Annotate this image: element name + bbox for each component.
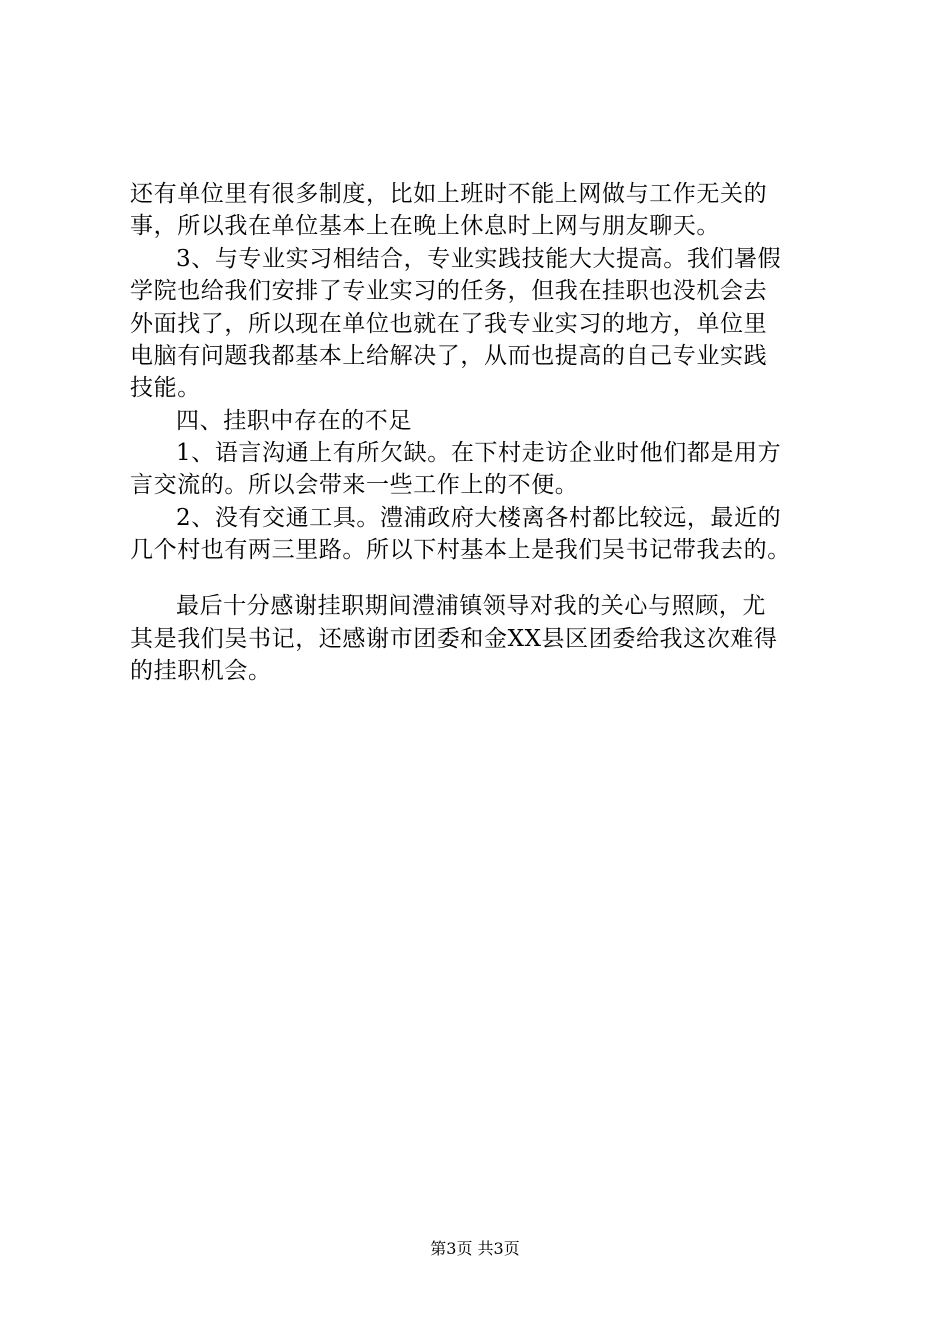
- page-footer: 第3页 共3页: [430, 1239, 520, 1258]
- text-line: 2、没有交通工具。澧浦政府大楼离各村都比较远，最近的: [176, 505, 782, 531]
- text-line: 其是我们吴书记，还感谢市团委和金XX县区团委给我这次难得: [130, 626, 778, 652]
- text-line: 3、与专业实习相结合，专业实践技能大大提高。我们暑假: [176, 246, 782, 272]
- text-line: 事，所以我在单位基本上在晚上休息时上网与朋友聊天。: [130, 213, 720, 239]
- text-line: 几个村也有两三里路。所以下村基本上是我们吴书记带我去的。: [130, 537, 791, 563]
- section-heading: 四、挂职中存在的不足: [176, 408, 412, 434]
- text-line: 的挂职机会。: [130, 658, 272, 684]
- text-line: 外面找了，所以现在单位也就在了我专业实习的地方，单位里: [130, 311, 768, 337]
- text-line: 最后十分感谢挂职期间澧浦镇领导对我的关心与照顾，尤: [176, 593, 766, 619]
- text-line: 言交流的。所以会带来一些工作上的不便。: [130, 472, 579, 498]
- text-line: 学院也给我们安排了专业实习的任务，但我在挂职也没机会去: [130, 278, 768, 304]
- text-line: 电脑有问题我都基本上给解决了，从而也提高的自己专业实践: [130, 343, 768, 369]
- text-line: 1、语言沟通上有所欠缺。在下村走访企业时他们都是用方: [176, 440, 782, 466]
- text-line: 还有单位里有很多制度，比如上班时不能上网做与工作无关的: [130, 181, 768, 207]
- text-line: 技能。: [130, 375, 201, 401]
